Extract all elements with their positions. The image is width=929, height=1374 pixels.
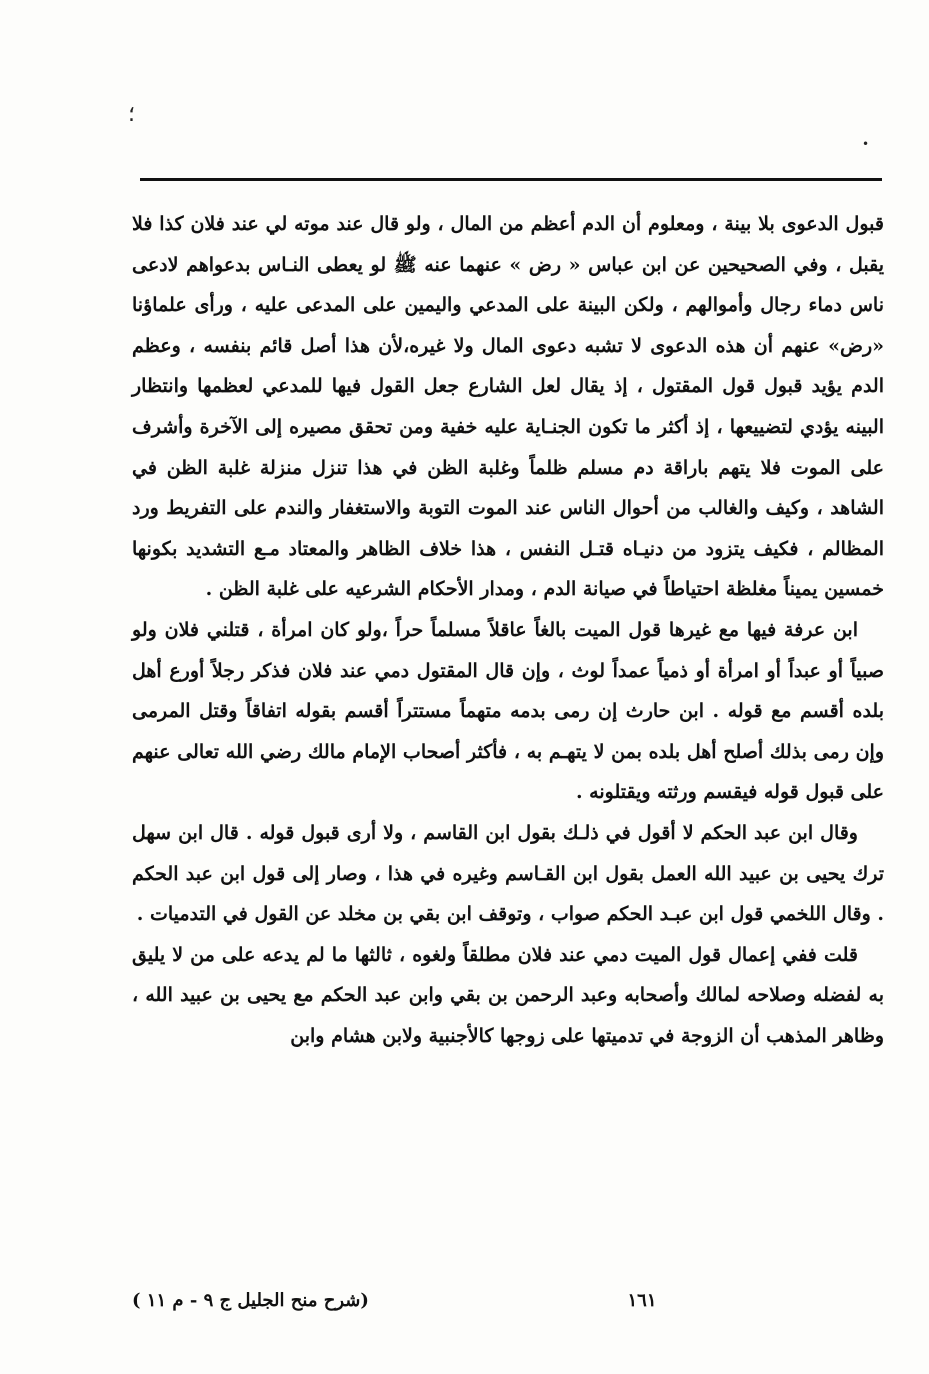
paragraph: ابن عرفة فيها مع غيرها قول الميت بالغاً عاقلاً مسلماً حراً ،ولو كان امرأة ، قتلني فلان ولو صبياً أو عبداً أو امرأة أو ذمياً عمداً لوث ، وإن قال المقتول دمي عند فلان فذكر رجلاً أورع أهل بلده أقسم مع قوله . ابن حارث إن رمى بدمه متهماً مستتراً أقسم بقوله اتفاقاً وقتل المرمى وإن رمى بذلك أصلح أهل بلده بمن لا يتهـم به ، فأكثر أصحاب الإمام مالك رضي الله تعالى عنهم على قبول قوله فيقسم ورثته ويقتلونه . — [132, 618, 884, 804]
paragraph: وقال ابن عبد الحكم لا أقول في ذلـك بقول ابن القاسم ، ولا أرى قبول قوله . قال ابن سهل ترك يحيى بن عبيد الله العمل بقول ابن القـاسم وغيره في هذا ، وصار إلى قول ابن عبد الحكم . وقال اللخمي قول ابن عبـد الحكم صواب ، وتوقف ابن بقي بن مخلد عن القول في التدميات . — [132, 821, 884, 926]
header-rule — [140, 178, 882, 181]
margin-dot: • — [862, 137, 870, 151]
source-reference: (شرح منح الجليل ج ٩ - م ١١ ) — [132, 1290, 369, 1311]
page-number: ١٦١ — [627, 1290, 657, 1311]
paragraph: قبول الدعوى بلا بينة ، ومعلوم أن الدم أعظم من المال ، ولو قال عند موته لي عند فلان كذا فلا يقبل ، وفي الصحيحين عن ابن عباس « رض » عنهما عنه ﷺ لو يعطى النـاس بدعواهم لادعى ناس دماء رجال وأموالهم ، ولكن البينة على المدعي واليمين على المدعى عليه ، ورأى علماؤنا «رض» عنهم أن هذه الدعوى لا تشبه دعوى المال ولا غيره،لأن هذا أصل قائم بنفسه ، وعظم الدم يؤيد قبول قول المقتول ، إذ يقال لعل الشارع جعل القول فيها للمدعي لعظمها وانتظار البينه يؤدي لتضييعها ، إذ أكثر ما تكون الجنـاية عليه خفية ومن تحقق مصيره إلى الآخرة وأشرف على الموت فلا يتهم باراقة دم مسلم ظلماً وغلبة الظن في هذا تنزل منزلة غلبة الظن في الشاهد ، وكيف والغالب من أحوال الناس عند الموت التوبة والاستغفار والندم على التفريط ورد المظالم ، فكيف يتزود من دنيـاه قتـل النفس ، هذا خلاف الظاهر والمعتاد مـع التشديد بكونها خمسين يميناً مغلظة احتياطاً في صيانة الدم ، ومدار الأحكام الشرعيه على غلبة الظن . — [132, 213, 884, 601]
page-footer — [132, 1290, 884, 1326]
paragraph: قلت ففي إعمال قول الميت دمي عند فلان مطلقاً ولغوه ، ثالثها ما لم يدعه على من لا يليق به لفضله وصلاحه لمالك وأصحابه وعبد الرحمن بن بقي وابن عبد الحكم مع يحيى بن عبيد الله ، وظاهر المذهب أن الزوجة في تدميتها على زوجها كالأجنبية ولابن هشام وابن — [132, 943, 884, 1047]
margin-mark: ؛ — [128, 102, 135, 127]
main-text — [132, 204, 884, 1056]
